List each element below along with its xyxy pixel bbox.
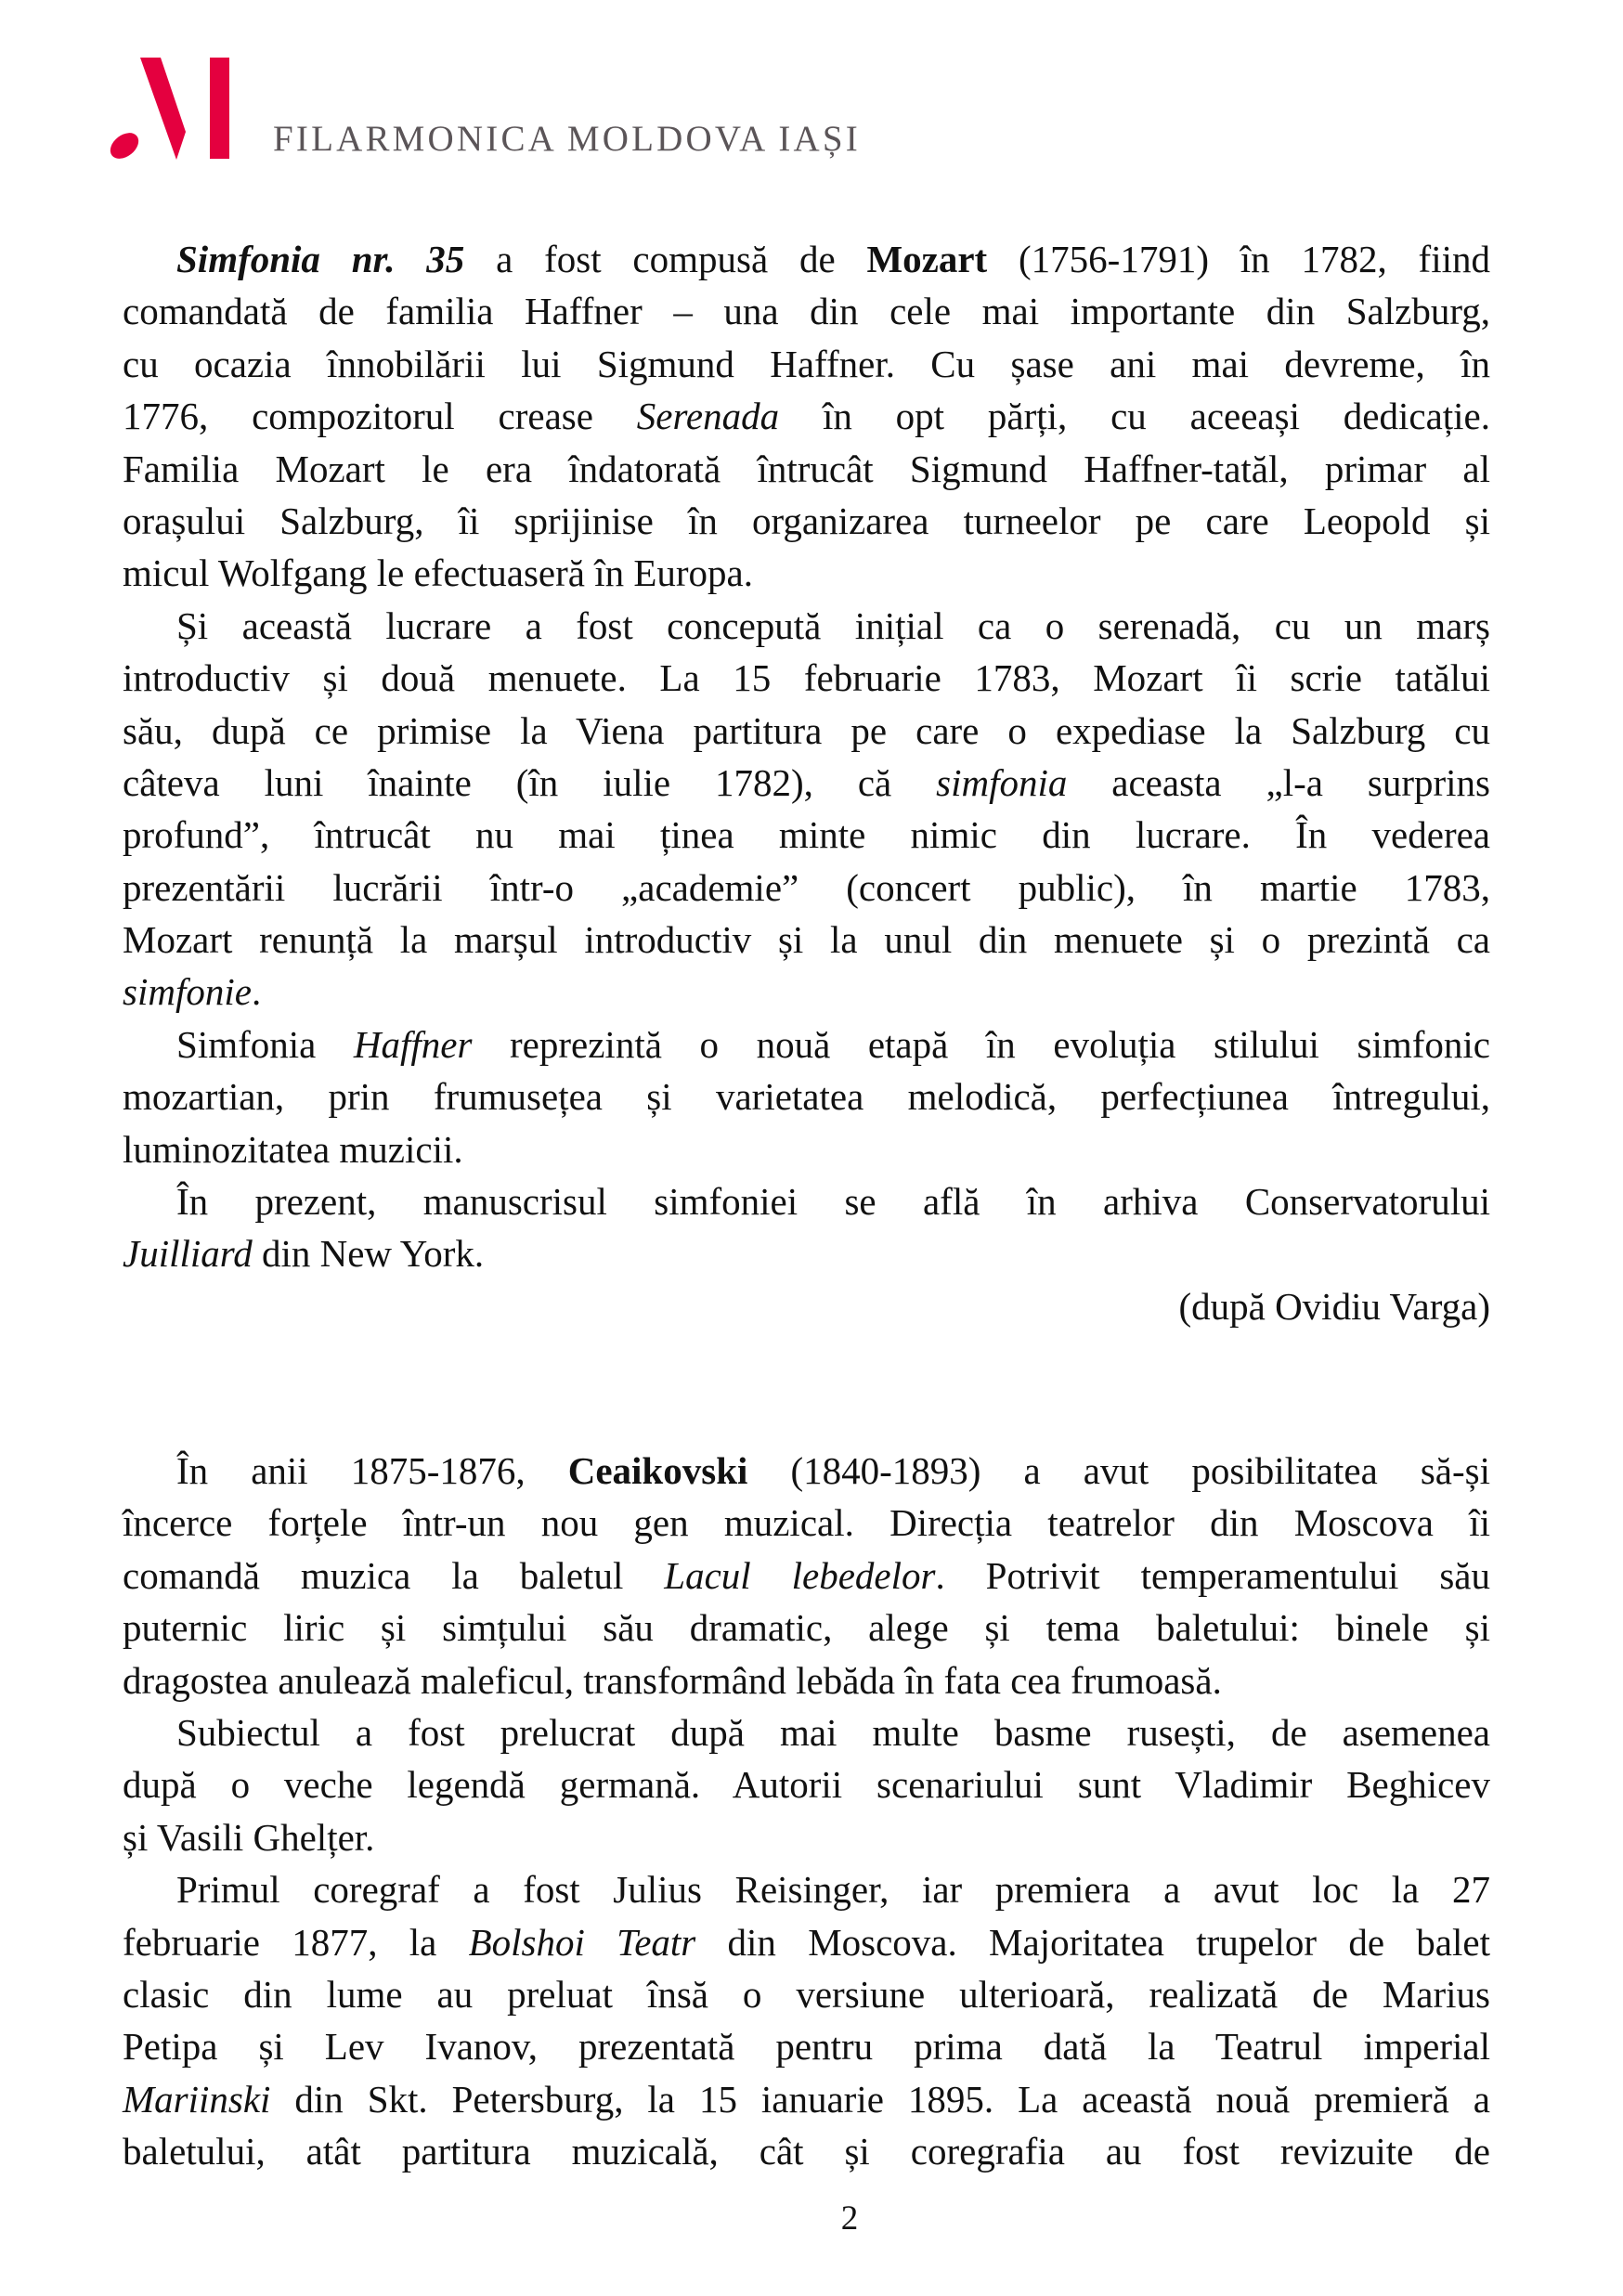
filarmonica-logo-icon — [102, 51, 241, 167]
text-run: mozartian, prin frumusețea și varietatea melodică, perfecțiunea întregului, — [123, 1075, 1490, 1119]
paragraph — [123, 600, 1490, 1018]
text-run: profund”, întrucât nu mai ținea minte nimic din lucrare. În vederea — [123, 813, 1490, 857]
text-run: luminozitatea muzicii. — [123, 1127, 463, 1171]
text-line — [123, 233, 1490, 285]
text-run: în opt părți, cu aceeași dedicație. — [779, 395, 1491, 438]
attribution: (după Ovidiu Varga) — [1178, 1284, 1490, 1328]
paragraph — [123, 1706, 1490, 1863]
paragraph — [123, 1018, 1490, 1175]
logo-dot — [106, 127, 144, 163]
italic-text-run: Bolshoi Teatr — [468, 1920, 696, 1964]
text-run: său, după ce primise la Viena partitura pe care o expediase la Salzburg cu — [123, 708, 1490, 752]
text-line — [123, 1497, 1490, 1549]
text-run: (1756-1791) în 1782, fiind — [987, 238, 1490, 280]
text-run: . Potrivit temperamentului său — [935, 1553, 1490, 1597]
text-run: dragostea anulează maleficul, transformând lebăda în fata cea frumoasă. — [123, 1658, 1222, 1702]
text-run: 1776, compozitorul crease — [123, 395, 637, 438]
italic-text-run: Haffner — [353, 1022, 473, 1066]
text-run: . — [251, 970, 262, 1014]
text-line — [123, 1863, 1490, 1915]
text-run: baletului, atât partitura muzicală, cât și coregrafia au fost revizuite de — [123, 2130, 1490, 2173]
text-line — [123, 2020, 1490, 2072]
text-line — [123, 966, 1490, 1018]
text-run: (1840-1893) a avut posibilitatea să-și — [747, 1449, 1490, 1492]
text-line — [123, 2125, 1490, 2177]
text-line — [123, 495, 1490, 547]
text-run: din New York. — [252, 1232, 485, 1276]
text-run: În anii 1875-1876, — [176, 1449, 568, 1492]
text-line — [123, 1018, 1490, 1070]
logo-diagonal-stroke — [140, 58, 186, 160]
text-run: Subiectul a fost prelucrat după mai multe basme rusești, de asemenea — [176, 1710, 1490, 1754]
text-run: clasic din lume au preluat însă o versiune ulterioară, realizată de Marius — [123, 1972, 1490, 2016]
brand-name: FILARMONICA MOLDOVA IAȘI — [273, 119, 861, 159]
text-run: din Skt. Petersburg, la 15 ianuarie 1895. La această nouă premieră a — [270, 2077, 1490, 2121]
bold-text-run: Ceaikovski — [567, 1449, 748, 1492]
text-line — [123, 2073, 1490, 2125]
text-run: Simfonia — [176, 1022, 354, 1066]
italic-text-run: Serenada — [636, 395, 780, 438]
text-line — [123, 705, 1490, 757]
text-run: cu ocazia înnobilării lui Sigmund Haffner. Cu șase ani mai devreme, în — [123, 342, 1490, 385]
section-ceaikovski — [123, 1445, 1490, 2177]
text-run: Familia Mozart le era îndatorată întrucât Sigmund Haffner-tatăl, primar al — [123, 447, 1490, 490]
paragraph — [123, 1863, 1490, 2177]
italic-text-run: simfonia — [936, 760, 1068, 804]
logo-vertical-bar — [210, 58, 229, 159]
italic-text-run: simfonie — [123, 970, 252, 1014]
text-line — [123, 1602, 1490, 1654]
text-run: încerce forțele într-un nou gen muzical. Direcția teatrelor din Moscova îi — [123, 1501, 1490, 1545]
paragraph — [123, 1175, 1490, 1280]
text-run: comandă muzica la baletul — [123, 1553, 665, 1597]
text-line — [123, 1758, 1490, 1810]
text-line — [123, 757, 1490, 809]
text-run: și Vasili Ghelțer. — [123, 1815, 375, 1859]
text-run: introductiv și două menuete. La 15 februarie 1783, Mozart îi scrie tatălui — [123, 656, 1490, 700]
text-line — [123, 547, 1490, 599]
text-line — [123, 338, 1490, 390]
text-run: În prezent, manuscrisul simfoniei se află în arhiva Conservatorului — [176, 1180, 1490, 1224]
text-run: orașului Salzburg, îi sprijinise în organizarea turneelor pe care Leopold și — [123, 499, 1490, 542]
text-run: reprezintă o nouă etapă în evoluția stilului simfonic — [472, 1022, 1490, 1066]
text-run: prezentării lucrării într-o „academie” (concert public), în martie 1783, — [123, 865, 1490, 909]
text-line — [123, 1445, 1490, 1497]
text-run: aceasta „l-a surprins — [1067, 760, 1490, 804]
text-line — [123, 600, 1490, 652]
italic-text-run: Lacul lebedelor — [664, 1553, 936, 1597]
text-line — [123, 1811, 1490, 1863]
text-run: a fost compusă de — [464, 238, 867, 280]
text-line — [123, 390, 1490, 442]
text-run: Și această lucrare a fost concepută inițial ca o serenadă, cu un marș — [176, 603, 1490, 647]
page-header — [0, 0, 1623, 186]
text-line — [123, 914, 1490, 966]
text-line — [123, 1070, 1490, 1122]
text-run: Mozart renunță la marșul introductiv și la unul din menuete și o prezintă ca — [123, 918, 1490, 962]
text-line — [123, 1123, 1490, 1175]
text-line — [123, 443, 1490, 495]
text-line — [123, 862, 1490, 914]
text-run: Petipa și Lev Ivanov, prezentată pentru prima dată la Teatrul imperial — [123, 2025, 1490, 2069]
paragraph — [123, 233, 1490, 600]
italic-text-run: Mariinski — [123, 2077, 271, 2121]
text-run: februarie 1877, la — [123, 1920, 469, 1964]
text-line — [123, 1916, 1490, 1968]
italic-text-run: Juilliard — [123, 1232, 253, 1276]
text-run: puternic liric și simțului său dramatic, alege și tema baletului: binele și — [123, 1606, 1490, 1650]
text-run: după o veche legendă germană. Autorii scenariului sunt Vladimir Beghicev — [123, 1763, 1490, 1807]
text-line — [123, 1968, 1490, 2020]
bold-text-run: Mozart — [866, 238, 988, 280]
text-line — [123, 1227, 1490, 1279]
text-run: Primul coregraf a fost Julius Reisinger, iar premiera a avut loc la 27 — [176, 1868, 1490, 1912]
text-line — [123, 1175, 1490, 1227]
text-run: comandată de familia Haffner – una din cele mai importante din Salzburg, — [123, 290, 1490, 333]
text-run: din Moscova. Majoritatea trupelor de balet — [695, 1920, 1490, 1964]
text-line — [123, 1706, 1490, 1758]
text-line — [123, 1550, 1490, 1602]
paragraph — [123, 1445, 1490, 1706]
text-line — [123, 652, 1490, 704]
page-number: 2 — [840, 2199, 859, 2238]
text-line — [123, 1654, 1490, 1706]
bold-italic-text-run: Simfonia nr. 35 — [176, 238, 465, 280]
text-line — [123, 285, 1490, 337]
text-run: câteva luni înainte (în iulie 1782), că — [123, 760, 937, 804]
text-line — [123, 809, 1490, 861]
text-run: micul Wolfgang le efectuaseră în Europa. — [123, 551, 754, 595]
section-mozart — [123, 233, 1490, 1332]
